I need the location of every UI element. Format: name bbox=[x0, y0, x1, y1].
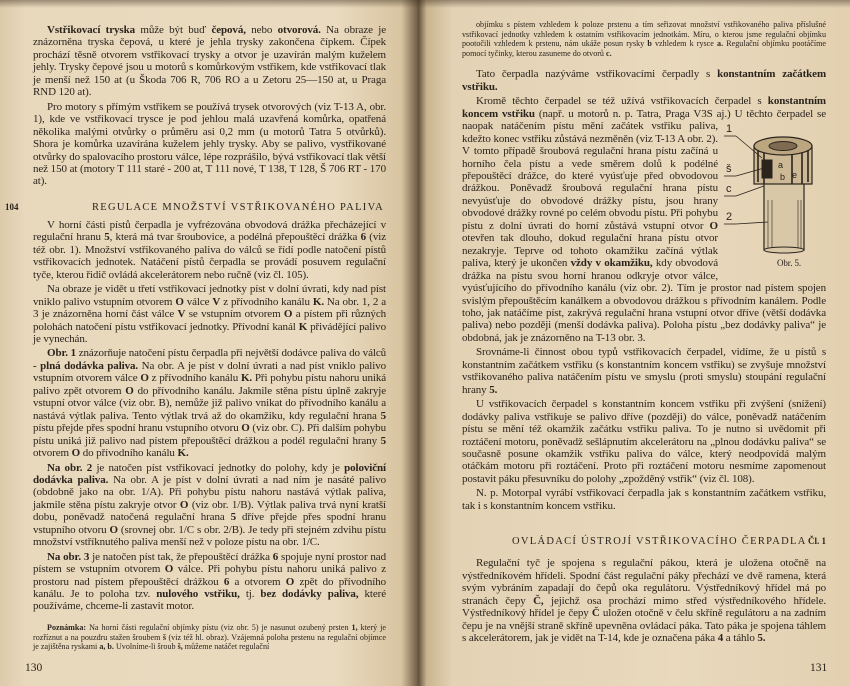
bold-text-run: c. bbox=[606, 48, 612, 58]
paragraph bbox=[462, 398, 826, 485]
paragraph bbox=[33, 623, 386, 652]
paragraph bbox=[33, 347, 386, 459]
text-run: Regulační tyč je spojena s regulační pákou, která je uložena otočně na výstředníkovém hřídeli. Spodní část regulační páky přechází ve dvě ramena, která svým vybráním zapadají do čepů oka regulátoru. Výstředníkový hřídel má po stranách čepy bbox=[462, 557, 826, 607]
text-run: může být buď bbox=[135, 24, 212, 36]
text-run: Regulační objímku pootáčíme pomocí tyčinky, kterou zasuneme do otvorů bbox=[462, 39, 827, 58]
text-run: Na obr. A je píst v dolní úvrati a nad píst vniklo palivo vstupním otvorem válce bbox=[33, 359, 386, 385]
text-run: zpět do přívodního kanálu. Je to poloha tzv. bbox=[33, 575, 386, 601]
paragraph bbox=[462, 68, 826, 93]
text-run: (např. u motorů n. p. Tatra, Praga V3S aj.) U těchto čerpadel se naopak natáčením pístu mění začátek vstřiku paliva, kdežto konec vstřiku zůstává nezměněn (viz T-13 A obr. 2). V tomto případě šroubová regulační hrana pístu začíná u horního čela pístu a vede směrem dolů k podélné přepouštěcí drážce, do které vyúsťuje před obvodovou drážkou. Poněvadž šroubová regulační hrana pístu nevyúsťuje do obvodové drážky pístu, jsou hrany obvodové drážky rovné po celém obvodu pístu. Při pohybu pístu z dolní úvrati do horní zůstává vstupní otvor bbox=[462, 107, 826, 232]
bold-text-run: konstantním koncem vstřiku bbox=[462, 95, 826, 120]
piston-sleeve-illustration bbox=[722, 130, 826, 256]
section-heading-row bbox=[5, 202, 386, 213]
label-hole: c bbox=[726, 183, 732, 196]
text-run: Na obr. A je píst v dolní úvrati a nad ním je nasáté palivo (obdobně jako na obr. 1/A). Při pohybu pístu nahoru nastává výtlak paliva, jakmile stěna pístu zakryje otvor bbox=[33, 473, 386, 511]
text-run: Na obraze je znázorněna tryska čepová, u které je jehla trysky zakončena čípkem. Čípek prochází těsně otvorem vstřikovací trysky a otvor je uzavírán malým kuželem jehly. Trysky čepové jsou u motorů s komůrkovým vstřikem, kde vstřikovací tlak je menší než 150 at (u Škoda 706 R, 706 RO a u Zetoru 25—150 at, u Praga RND 120 at). bbox=[33, 24, 386, 99]
text-run: Na obr. 1, 2 a 3 je znázorněna horní část válce bbox=[33, 295, 386, 321]
article-number: Čl. 1 bbox=[808, 536, 826, 547]
bold-text-run: 6 bbox=[223, 575, 230, 588]
text-run: je natočen píst vstřikovací jednotky do polohy, kdy je bbox=[92, 461, 345, 474]
text-run: objímku s pístem vzhledem k poloze prstenu a tím seřizovat množství vstřikovaného paliva příslušné vstřikovací jednotky vzhledem k ostatním vstřikovacím jednotkám. Míru, o kterou jsme regulační objímku pootočili vzhledem k prstenu, nám ukáže posun rysky bbox=[462, 20, 826, 49]
bold-text-run: poloviční dodávka paliva. bbox=[33, 461, 386, 486]
bold-text-run: V bbox=[212, 295, 221, 308]
footnote-continued bbox=[462, 20, 826, 58]
label-mark-e: e bbox=[792, 170, 797, 181]
text-run: otevřen tak dlouho, dokud regulační hrana pístu otvor nezakryje. Teprve od tohoto okamžiku začíná výtlak paliva, který je ukončen bbox=[462, 232, 718, 270]
section-heading-row bbox=[462, 536, 826, 547]
section-body bbox=[462, 557, 826, 646]
text-run: znázorňuje natočení pístu čerpadla při největší dodávce paliva do válců bbox=[76, 347, 386, 360]
bold-text-run: Na obr. 3 bbox=[47, 550, 90, 563]
bold-text-run: 6 bbox=[272, 550, 279, 563]
text-run: z přívodního kanálu bbox=[220, 295, 313, 308]
text-run: do přívodního kanálu bbox=[80, 447, 178, 460]
bold-text-run: 5 bbox=[104, 231, 110, 244]
text-run: Kromě těchto čerpadel se též užívá vstřikovacích čerpadel s bbox=[476, 95, 768, 108]
text-run: U vstřikovacích čerpadel s konstantním koncem vstřiku při zvýšení (snížení) dodávky paliva vstřikuje se palivo dříve (později) do válce, poněvadž natáčením pístu se mění též okamžik začátku vstřiku paliva. To je nutno si uvědomit při roztáčení motoru, poněvadž sešlápnutím akcelerátoru na „plnou dodávku paliva“ se současně posune okamžik vstřiku paliva do válce, který neodpovídá malým otáčkám motoru při roztáčení. Proto při roztáčení motoru nesmíme zapomenout postavit páku přesuvníku do polohy „zpožděný vstřik“ (viz čl. 108). bbox=[462, 398, 826, 485]
bold-text-run: Obr. 1 bbox=[47, 347, 77, 360]
section-number: 104 bbox=[5, 201, 19, 212]
bold-text-run: 5. bbox=[757, 631, 766, 644]
text-run: (viz obr. C). Při dalším pohybu pístu uniká již palivo nad pístem přepouštěcí drážkou a podél regulační hrany bbox=[33, 422, 386, 447]
bold-text-run: Na obr. 2 bbox=[47, 461, 93, 474]
page-number: 130 bbox=[25, 661, 43, 674]
text-run: nebo bbox=[245, 24, 278, 36]
label-screw: š bbox=[726, 163, 732, 176]
bold-text-run: O bbox=[125, 384, 134, 397]
text-run: válce. Při pohybu pístu nahoru uniká palivo z prostoru nad pístem přepouštěcí drážkou bbox=[33, 563, 386, 588]
text-run: Pro motory s přímým vstřikem se používá trysek otvorových (viz T-13 A, obr. 1), kde ve vstřikovací trysce je pod jehlou malá uzavřená komůrka, opatřená několika malými otvůrky o průměru asi 0,2 mm (u motorů Tatra 5 otvůrků). Shora je komůrka uzavírána kuželem jehly trysky. Aby se palivo, vystřikované otvůrky do spalovacího prostoru válce, lépe rozprášilo, bývá vstřikovací tlak větší než 150 at (motory T 111 staré - 200 at, T 111 nové, T 138, T 128, Š 706 RT - 170 at). bbox=[33, 100, 386, 188]
bold-text-run: 5 bbox=[380, 409, 386, 422]
section-heading: OVLÁDACÍ ÚSTROJÍ VSTŘIKOVACÍHO ČERPADLA bbox=[512, 536, 807, 548]
right-page bbox=[418, 0, 850, 686]
bold-text-run: 1, bbox=[351, 622, 358, 632]
text-run: Srovnáme-li činnost obou typů vstřikovacích čerpadel, vidíme, že u pístů s konstantním začátkem vstřiku (s konstantním koncem vstřiku) se zvyšuje množství vstřikovaného paliva natáčením pístu ve smyslu (proti smyslu) stoupání regulační hrany bbox=[462, 346, 826, 396]
bold-text-run: O bbox=[179, 498, 189, 511]
bold-text-run: O bbox=[109, 523, 118, 536]
section-heading: REGULACE MNOŽSTVÍ VSTŘIKOVANÉHO PALIVA bbox=[92, 201, 384, 213]
text-run: přivádějící palivo je vynechán. bbox=[33, 320, 386, 345]
bold-text-run: š bbox=[162, 632, 166, 642]
paragraph bbox=[462, 346, 826, 396]
bold-text-run: konstantním začátkem vstřiku. bbox=[462, 68, 827, 93]
bold-text-run: O bbox=[285, 575, 295, 588]
paragraph bbox=[33, 462, 386, 549]
text-run: (viz obr. 1/B). Výtlak paliva trvá nyní kratší dobu, poněvadž natočená regulační hrana bbox=[33, 498, 387, 524]
label-sleeve: 2 bbox=[726, 211, 733, 224]
bold-text-run: V bbox=[177, 308, 186, 321]
bold-text-run: O bbox=[709, 219, 718, 232]
bold-text-run: 5 bbox=[230, 511, 237, 524]
bold-text-run: Vstřikovací tryska bbox=[47, 24, 135, 36]
text-run: je natočen píst tak, že přepouštěcí drážka bbox=[89, 550, 273, 563]
body-text bbox=[33, 219, 386, 615]
bold-text-run: K. bbox=[177, 447, 189, 460]
bold-text-run: 4 bbox=[717, 631, 724, 644]
text-run: (srovnej obr. 1/C s obr. 2/B). Je tedy při stejném zdvihu pístu množství vstříknutého paliva menší než v poloze pístu na obr. 1/C. bbox=[33, 523, 386, 549]
text-run: můžeme natáčet regulační bbox=[182, 642, 270, 652]
label-mark-a: a bbox=[778, 160, 783, 171]
bold-text-run: otvorová. bbox=[277, 24, 321, 36]
page-spacer bbox=[462, 646, 826, 651]
label-ring: 1 bbox=[726, 123, 733, 136]
bold-text-run: K. bbox=[240, 372, 253, 385]
text-run: Uvolníme-li šroub bbox=[113, 642, 178, 652]
intro-text bbox=[33, 24, 386, 190]
bold-text-run: 5. bbox=[489, 383, 498, 396]
body-text bbox=[462, 68, 826, 514]
text-run: Tato čerpadla nazýváme vstřikovacími čerpadly s bbox=[476, 68, 718, 81]
bold-text-run: vždy v okamžiku, bbox=[570, 257, 653, 270]
bold-text-run: a, b. bbox=[99, 642, 114, 652]
bold-text-run: nulového vstřiku, bbox=[156, 588, 240, 601]
paragraph bbox=[462, 95, 826, 344]
text-run: otvorem bbox=[33, 447, 72, 460]
paragraph bbox=[33, 219, 386, 281]
text-run: jejichž osa prochází mimo střed výstředníkového hřídele. Výstředníkový hřídel je čepy bbox=[462, 594, 827, 620]
text-run: Na obraze je vidět u třetí vstřikovací jednotky píst v dolní úvrati, kdy nad píst vniklo palivo vstupním otvorem bbox=[33, 283, 386, 308]
text-run: , která má tvar šroubovice, a podélná přepouštěcí drážka bbox=[109, 231, 361, 244]
bold-text-run: - plná dodávka paliva. bbox=[33, 359, 139, 372]
text-run: N. p. Motorpal vyrábí vstřikovací čerpadla jak s konstantním začátkem vstřiku, tak i s konstantním koncem vstřiku. bbox=[462, 487, 826, 512]
text-run: a otvorem bbox=[229, 575, 286, 588]
bold-text-run: 5 bbox=[380, 434, 386, 447]
bold-text-run: K. bbox=[312, 295, 324, 308]
text-run: z přívodního kanálu bbox=[148, 372, 241, 385]
label-mark-b: b bbox=[780, 172, 785, 183]
text-run: spojuje nyní prostor nad pístem se vstupním otvorem bbox=[33, 550, 386, 576]
bold-text-run: O bbox=[283, 308, 293, 321]
text-run: (viz též hl. obraz). Vzájemná poloha prstenu na regulační objímce je zajištěna ryskami bbox=[33, 632, 386, 652]
bold-text-run: O bbox=[175, 295, 184, 308]
text-run: uložen otočně v čelu skříně regulátoru a na zadním čepu je na vnější straně skříně upevněna ovládací páka. Tato páka je spojena táhlem s akcelerátorem, jak je vidět na T-14, kde je označena páka bbox=[462, 607, 827, 644]
bold-text-run: O bbox=[164, 563, 174, 576]
text-run: vzhledem k rysce bbox=[651, 39, 718, 49]
text-run: které používáme, chceme-li zastavit motor. bbox=[33, 588, 386, 613]
bold-text-run: a. bbox=[717, 39, 724, 49]
bold-text-run: bez dodávky paliva, bbox=[260, 588, 359, 601]
text-run: Na horní části regulační objímky pístu (viz obr. 5) je nasunut ozubený prsten bbox=[86, 622, 352, 632]
paragraph bbox=[33, 283, 386, 345]
paragraph bbox=[33, 24, 386, 99]
text-run: tj. bbox=[239, 588, 261, 601]
bold-text-run: b bbox=[647, 39, 652, 49]
bold-text-run: Poznámka: bbox=[47, 622, 87, 632]
paragraph bbox=[33, 101, 386, 188]
body-paragraphs bbox=[462, 68, 826, 512]
bold-text-run: š, bbox=[177, 642, 183, 652]
bold-text-run: O bbox=[140, 372, 149, 385]
text-run: kdy obvodová drážka na pístu svou horní hranou odkryje otvor válce, vyúsťujícího do přívodního kanálu (viz obr. 2). Tím je prostor nad pístem spojen svislým přepouštěcím kanálkem a obvodovou drážkou s přívodním kanálem. Podle toho, jak natáčíme píst, zakrývá regulační hrana vstupní otvor dříve (větší dodávka paliva) nebo později (menší dodávka paliva). Poloha pístu „bez dodávky paliva“ je obdobná, jak je znázorněno na T-13 obr. 3. bbox=[462, 257, 826, 344]
bold-text-run: čepová, bbox=[211, 24, 246, 36]
text-run: dříve přejde přes spodní hranu vstupního otvoru bbox=[33, 511, 386, 536]
paragraph bbox=[462, 20, 826, 58]
text-run: pístu přejde přes spodní hranu vstupního otvoru bbox=[33, 422, 242, 435]
text-run: válce bbox=[183, 295, 213, 308]
bold-text-run: K bbox=[298, 320, 308, 333]
figure-obr-5 bbox=[722, 120, 826, 272]
text-run: a pístem při různých polohách natočení pístu vstřikovací jednotky. Přívodní kanál bbox=[33, 308, 387, 333]
footnote bbox=[33, 623, 386, 652]
text-run: do přívodního kanálu. Jakmile stěna pístu úplně zakryje vstupní otvor válce (viz obr. B), nemůže již palivo vnikat do přívodního kanálu a nastává výtlak paliva. Tento výtlak trvá až do okamžiku, kdy regulační hrana bbox=[33, 384, 386, 422]
bold-text-run: O bbox=[71, 447, 81, 460]
figure-caption: Obr. 5. bbox=[777, 258, 802, 269]
text-run: se vstupním otvorem bbox=[185, 308, 284, 321]
text-run: (viz též obr. 1). Množství vstřikovaného paliva do válců se řídí podle natočení pístů vstřikovacích jednotek. Natáčení pístů čerpadla se provádí posuvem regulační tyče, kterou řidič ovládá akcelerátorem nebo ručně (viz čl. 105). bbox=[33, 231, 386, 281]
bold-text-run: Č, bbox=[533, 594, 544, 607]
paragraph bbox=[462, 487, 826, 512]
text-run: který je rozříznut a na pouzdru stažen šroubem bbox=[33, 622, 386, 642]
sleeve-body bbox=[764, 180, 804, 253]
left-page bbox=[0, 0, 418, 686]
text-run: V horní části pístů čerpadla je vyfrézována obvodová drážka přecházející v regulační hranu bbox=[33, 218, 386, 244]
bold-text-run: 6 bbox=[360, 231, 366, 244]
bold-text-run: O bbox=[241, 422, 250, 435]
page-number: 131 bbox=[810, 661, 828, 674]
text-run: Při pohybu pístu nahoru uniká palivo zpět otvorem bbox=[33, 372, 386, 397]
bold-text-run: Č bbox=[591, 607, 600, 620]
text-run: a táhlo bbox=[723, 631, 758, 644]
paragraph bbox=[462, 557, 826, 644]
paragraph bbox=[33, 551, 386, 613]
